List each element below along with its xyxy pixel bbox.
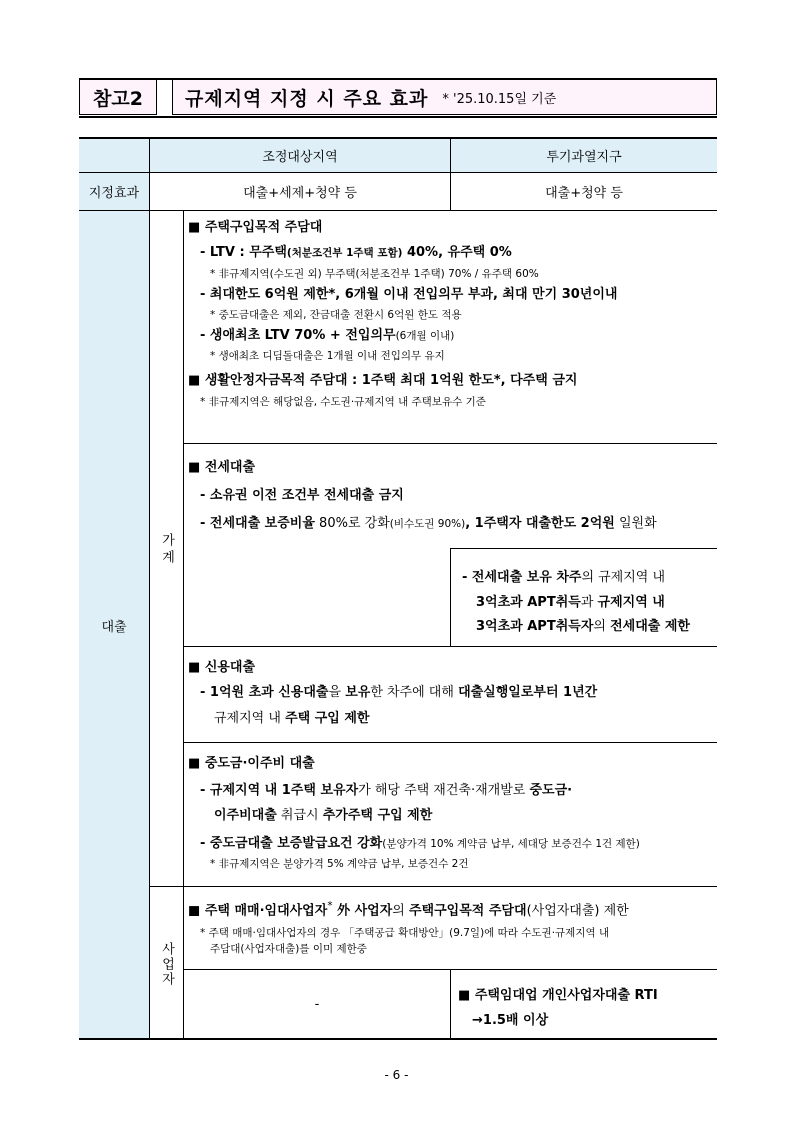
business-line-1: ■ 주택 매매·임대사업자* 外 사업자의 주택구입목적 주담대(사업자대출) 제한 xyxy=(188,900,629,919)
table-bottom-border xyxy=(79,1038,717,1040)
interim-note: * 非규제지역은 분양가격 5% 계약금 납부, 보증건수 2건 xyxy=(210,858,469,870)
first-home-line: - 생애최초 LTV 70% + 전입의무(6개월 이내) xyxy=(200,328,455,343)
first-home-note: * 생애최초 디딤돌대출은 1개월 이내 전입의무 유지 xyxy=(210,350,445,363)
header-bottom-rule xyxy=(79,116,717,118)
bullet-icon: ■ xyxy=(188,460,205,475)
effect-adjusted-area: 대출+세제+청약 등 xyxy=(243,186,357,201)
jeonse-title: ■ 전세대출 xyxy=(188,460,256,475)
ltv-line: - LTV : 무주택(처분조건부 1주택 포함) 40%, 유주택 0% xyxy=(200,245,512,261)
col-header-speculation-zone: 투기과열지구 xyxy=(546,149,622,165)
living-loan-line: ■ 생활안정자금목적 주담대 : 1주택 최대 1억원 한도*, 다주택 금지 xyxy=(188,373,578,389)
grid-line xyxy=(183,210,184,1039)
rti-title: ■ 주택임대업 개인사업자대출 RTI xyxy=(458,988,658,1003)
bullet-icon: ■ xyxy=(188,660,205,675)
limit-line: - 최대한도 6억원 제한*, 6개월 이내 전입의무 부과, 최대 만기 30년이내 xyxy=(200,286,618,302)
business-left-empty: - xyxy=(314,996,320,1012)
reference-tag: 참고2 xyxy=(79,79,157,115)
living-loan-note: * 非규제지역은 해당없음, 수도권·규제지역 내 주택보유수 기준 xyxy=(200,395,486,408)
interim-title: ■ 중도금·이주비 대출 xyxy=(188,756,315,771)
bullet-icon: ■ xyxy=(458,988,475,1003)
rti-cell xyxy=(458,984,713,1033)
jeonse-item-1: - 소유권 이전 조건부 전세대출 금지 xyxy=(200,488,404,504)
credit-line-1: - 1억원 초과 신용대출을 보유한 차주에 대해 대출실행일로부터 1년간 xyxy=(200,685,598,701)
page-number: - 6 - xyxy=(384,1068,409,1082)
bullet-icon: ■ xyxy=(188,756,205,771)
effect-speculation-zone: 대출+청약 등 xyxy=(545,186,623,201)
credit-section xyxy=(188,660,713,727)
jeonse-right-cell xyxy=(462,566,714,640)
jeonse-right-line-1: - 전세대출 보유 차주의 규제지역 내 xyxy=(462,570,666,585)
date-note: * '25.10.15일 기준 xyxy=(442,91,557,107)
col-header-adjusted-area: 조정대상지역 xyxy=(262,149,338,165)
interim-line-2: 이주비대출 취급시 추가주택 구입 제한 xyxy=(214,807,433,823)
rti-value: →1.5배 이상 xyxy=(472,1012,549,1028)
business-label: 사업자 xyxy=(159,941,174,987)
bullet-icon: ■ xyxy=(188,903,205,919)
mortgage-section xyxy=(188,220,713,409)
section-header xyxy=(79,79,717,117)
jeonse-right-line-3: 3억초과 APT취득자의 전세대출 제한 xyxy=(476,619,690,635)
grid-line xyxy=(149,137,150,1039)
bullet-icon: ■ xyxy=(188,220,205,235)
grid-line xyxy=(450,548,717,549)
credit-line-2: 규제지역 내 주택 구입 제한 xyxy=(214,710,370,726)
credit-title: ■ 신용대출 xyxy=(188,660,256,675)
household-label: 가계 xyxy=(159,533,174,567)
business-note-2: 주담대(사업자대출)를 이미 제한중 xyxy=(210,942,367,955)
jeonse-section xyxy=(188,460,713,532)
grid-line xyxy=(149,886,717,887)
mortgage-title: ■ 주택구입목적 주담대 xyxy=(188,220,323,235)
grid-line xyxy=(183,443,717,444)
page-title: 규제지역 지정 시 주요 효과 xyxy=(185,87,429,110)
jeonse-right-line-2: 3억초과 APT취득과 규제지역 내 xyxy=(476,594,665,610)
grid-line xyxy=(79,210,717,211)
grid-line xyxy=(183,742,717,743)
business-note-1: * 주택 매매·임대사업자의 경우 「주택공급 확대방안」(9.7일)에 따라 수도권·규제지역 내 xyxy=(200,926,610,939)
grid-line xyxy=(183,646,717,647)
limit-note: * 중도금대출은 제외, 잔금대출 전환시 6억원 한도 적용 xyxy=(210,308,462,321)
group-label-loan: 대출 xyxy=(101,619,127,635)
grid-line xyxy=(450,969,451,1039)
jeonse-item-2: - 전세대출 보증비율 80%로 강화(비수도권 90%), 1주택자 대출한도 2억원 일원화 xyxy=(200,515,657,531)
interim-section xyxy=(188,756,713,871)
row-label-effect: 지정효과 xyxy=(88,186,140,201)
interim-line-3: - 중도금대출 보증발급요건 강화(분양가격 10% 계약금 납부, 세대당 보증건수 1건 제한) xyxy=(200,835,640,851)
grid-line xyxy=(450,548,451,646)
bullet-icon: ■ xyxy=(188,373,205,389)
title-box xyxy=(172,79,717,115)
interim-line-1: - 규제지역 내 1주택 보유자가 해당 주택 재건축·재개발로 중도금· xyxy=(200,783,573,799)
ltv-note: * 非규제지역(수도권 외) 무주택(처분조건부 1주택) 70% / 유주택 60% xyxy=(210,267,539,280)
business-section xyxy=(188,900,713,956)
